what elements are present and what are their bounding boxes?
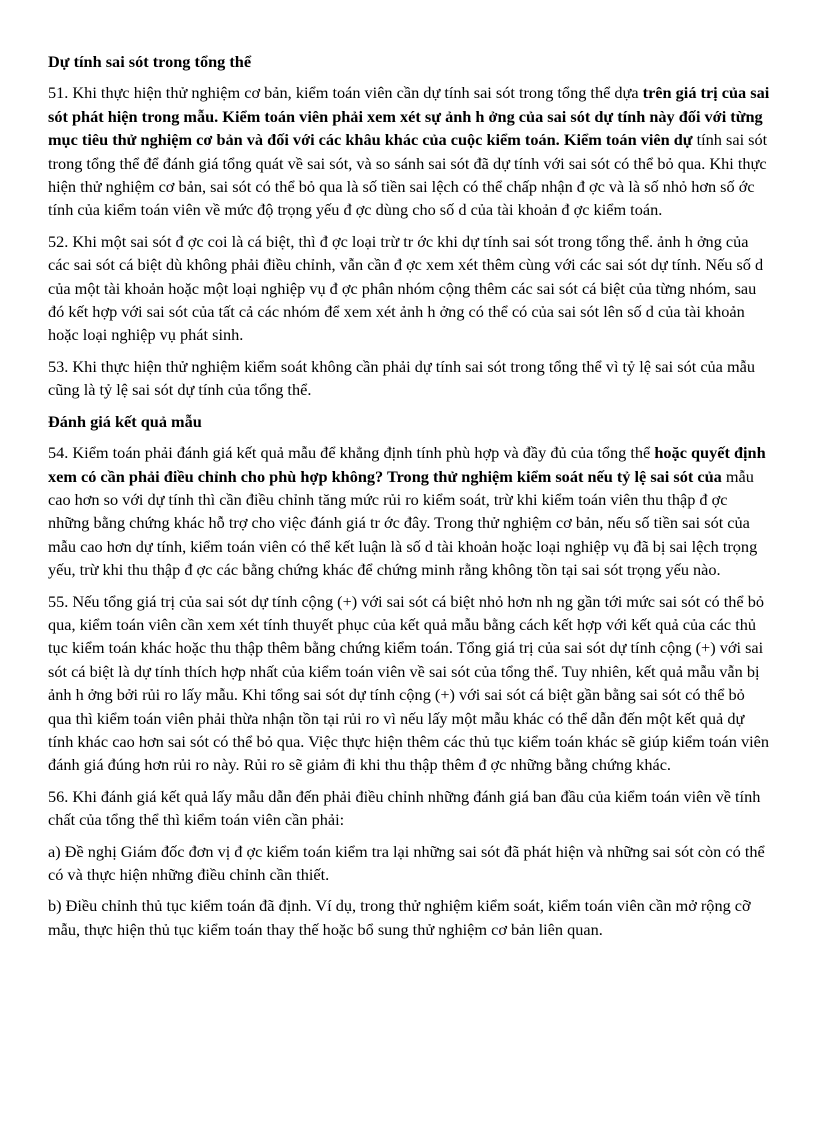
paragraph-56: 56. Khi đánh giá kết quả lấy mẫu dẫn đến phải điều chỉnh những đánh giá ban đầu của kiểm toán viên về tính chất của tổng thể thì kiểm toán viên cần phải:: [48, 786, 761, 830]
document-page: [48, 50, 770, 949]
paragraph-51-text-a: 51. Khi thực hiện thử nghiệm cơ bản, kiểm toán viên cần dự tính sai sót trong tổng thể dựa: [48, 83, 643, 103]
paragraph-54: [48, 441, 770, 581]
paragraph-56-item-a: a) Đề nghị Giám đốc đơn vị đ ợc kiểm toán kiểm tra lại những sai sót đã phát hiện và những sai sót còn có thể có và thực hiện những điều chỉnh cần thiết.: [48, 841, 765, 884]
section-heading-projected-misstatement: Dự tính sai sót trong tổng thể: [48, 52, 252, 71]
paragraph-55: 55. Nếu tổng giá trị của sai sót dự tính cộng (+) với sai sót cá biệt nhỏ hơn nh ng gần tới mức sai sót có thể bỏ qua, kiểm toán viên cần xem xét tính thuyết phục của kết quả mẫu bằng cách kết hợp với kết quả của các thủ tục kiểm toán khác hoặc thu thập thêm bằng chứng kiểm toán. Tổng giá trị của sai sót dự tính cộng (+) với sai sót cá biệt là dự tính thích hợp nhất của kiểm toán viên về sai sót của tổng thể. Tuy nhiên, kết quả mẫu vẫn bị ảnh h ởng bởi rủi ro lấy mẫu. Khi tổng sai sót dự tính cộng (+) với sai sót cá biệt gần bằng sai sót có thể bỏ qua thì kiểm toán viên phải thừa nhận tồn tại rủi ro vì nếu lấy một mẫu khác có thể dẫn đến một kết quả dự tính khác cao hơn sai sót có thể bỏ qua. Việc thực hiện thêm các thủ tục kiểm toán khác sẽ giúp kiểm toán viên đánh giá đúng hơn rủi ro này. Rủi ro sẽ giảm đi khi thu thập thêm đ ợc những bằng chứng khác.: [48, 591, 770, 775]
paragraph-56-item-b: b) Điều chỉnh thủ tục kiểm toán đã định. Ví dụ, trong thử nghiệm kiểm soát, kiểm toán viên cần mở rộng cỡ mẫu, thực hiện thủ tục kiểm toán thay thế hoặc bổ sung thử nghiệm cơ bản liên quan.: [48, 896, 751, 939]
paragraph-54-bold: hoặc quyết định xem có cần phải điều chỉnh cho phù hợp không? Trong thử nghiệm kiểm soát nếu tỷ lệ sai sót của: [48, 443, 766, 486]
paragraph-53: 53. Khi thực hiện thử nghiệm kiểm soát không cần phải dự tính sai sót trong tổng thể vì tỷ lệ sai sót của mẫu cũng là tỷ lệ sai sót dự tính của tổng thể.: [48, 356, 756, 400]
paragraph-52: 52. Khi một sai sót đ ợc coi là cá biệt, thì đ ợc loại trừ tr ớc khi dự tính sai sót trong tổng thể. ảnh h ởng của các sai sót cá biệt dù không phải điều chỉnh, vẫn cần đ ợc xem xét thêm cùng với các sai sót dự tính. Nếu số d của một tài khoản hoặc một loại nghiệp vụ đ ợc phân nhóm cộng thêm các sai sót cá biệt của từng nhóm, sau đó kết hợp với sai sót của tất cả các nhóm để xem xét ảnh h ởng có thể có của sai sót lên số d của tài khoản hoặc loại nghiệp vụ phát sinh.: [48, 231, 764, 345]
paragraph-51-text-c: tính sai sót trong tổng thể để đánh giá tổng quát về sai sót, và so sánh sai sót đã dự tính với sai sót có thể bỏ qua. Khi thực hiện thử nghiệm cơ bản, sai sót có thể bỏ qua là số tiền sai lệch có thể chấp nhận đ ợc và là số nhỏ hơn số ớc tính của kiểm toán viên về mức độ trọng yếu đ ợc dùng cho số d của tài khoản đ ợc kiểm toán.: [48, 130, 768, 220]
paragraph-54-text-c: mẫu cao hơn so với dự tính thì cần điều chỉnh tăng mức rủi ro kiểm soát, trừ khi kiểm toán viên thu thập đ ợc những bằng chứng khác hỗ trợ cho việc đánh giá tr ớc đây. Trong thử nghiệm cơ bản, nếu số tiền sai sót của mẫu cao hơn dự tính, kiểm toán viên có thể kết luận là số d tài khoản hoặc loại nghiệp vụ đã bị sai lệch trọng yếu, trừ khi thu thập đ ợc các bằng chứng khác để chứng minh rằng không tồn tại sai sót trọng yếu nào.: [48, 466, 758, 580]
paragraph-51: [48, 81, 770, 221]
paragraph-51-bold: trên giá trị của sai sót phát hiện trong mẫu. Kiểm toán viên phải xem xét sự ảnh h ởng của sai sót dự tính này đối với từng mục tiêu thử nghiệm cơ bản và đối với các khâu khác của cuộc kiểm toán. Kiểm toán viên dự: [48, 83, 770, 150]
section-heading-sample-evaluation: Đánh giá kết quả mẫu: [48, 411, 202, 431]
paragraph-54-text-a: 54. Kiểm toán phải đánh giá kết quả mẫu để khẳng định tính phù hợp và đầy đủ của tổng thể: [48, 443, 655, 463]
